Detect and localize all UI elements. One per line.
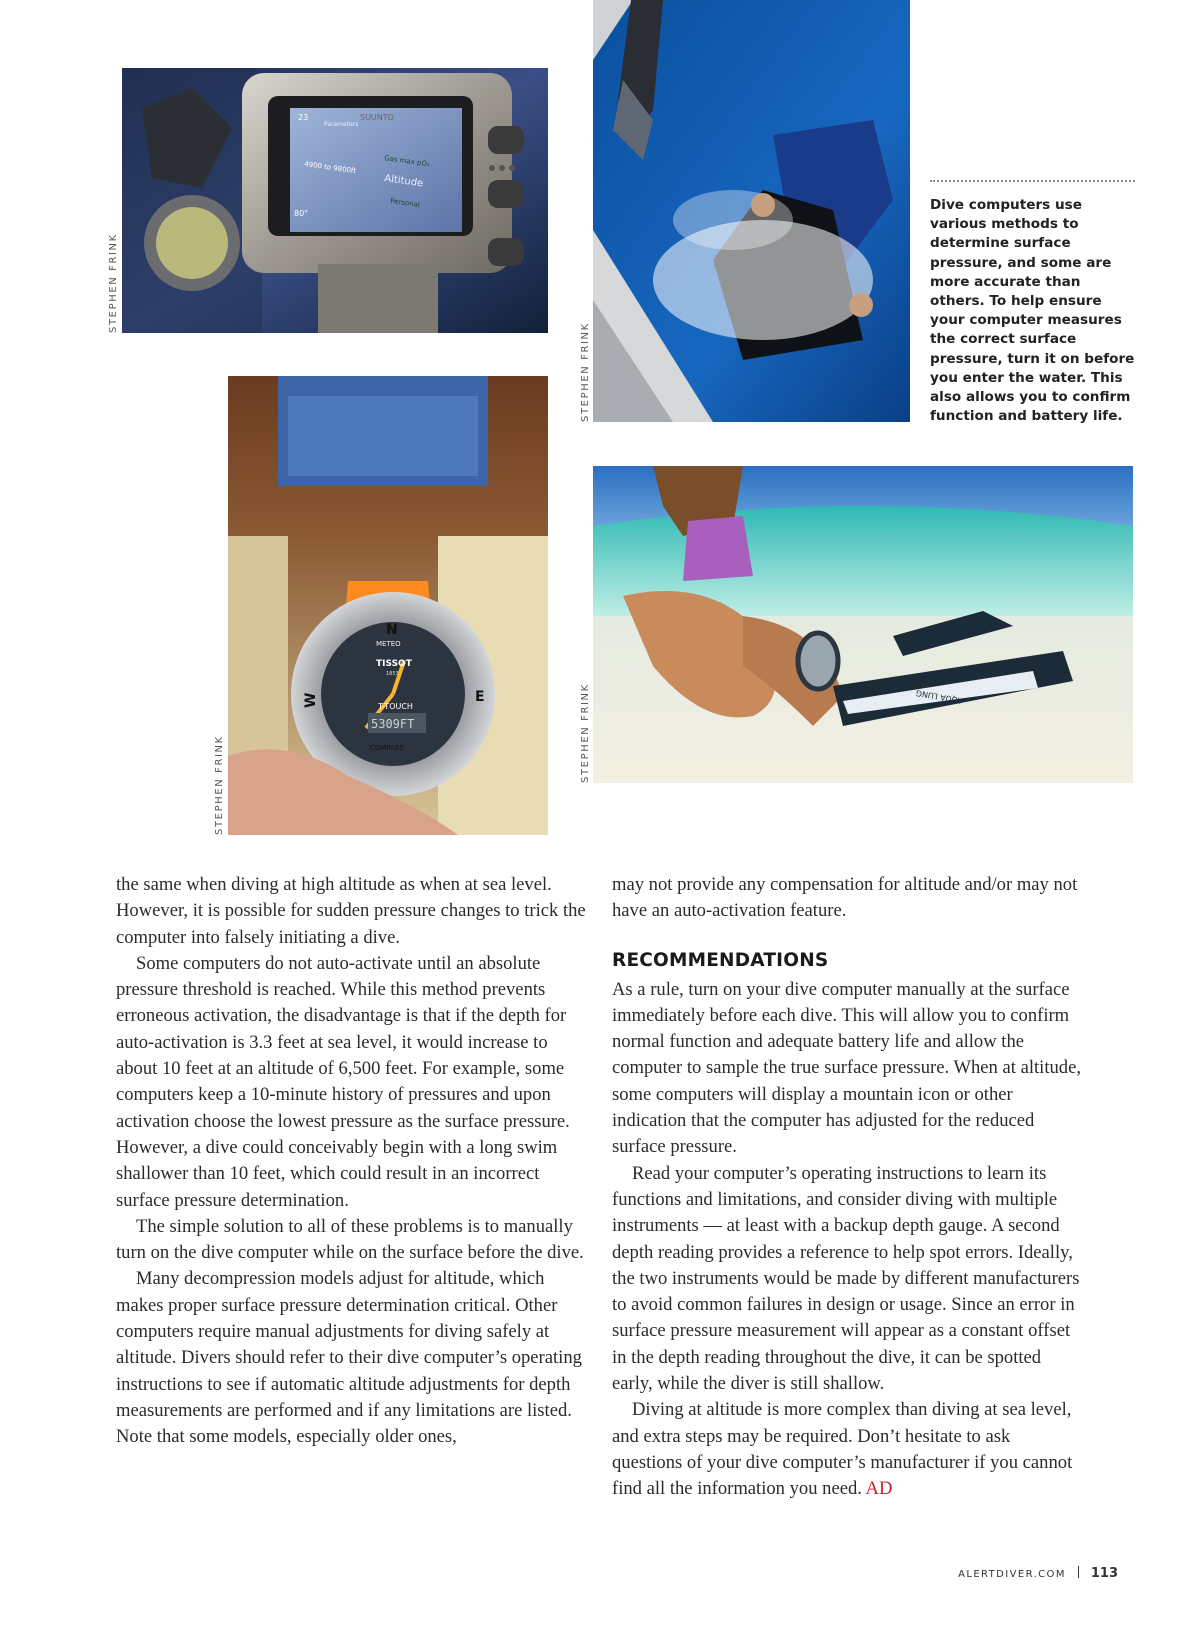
body-paragraph: Read your computer’s operating instructions to learn its functions and limitations, and consider diving with multiple instruments — at least with a backup depth gauge. A second depth reading provides a reference to help spot errors. Ideally, the two instruments would be made by different manufacturers to avoid common failures in design or usage. Since an error in surface pressure measurement will appear as a constant offset in the depth reading throughout the dive, it can be spotted early, while the diver is still shallow. [612,1162,1080,1395]
tissot-north: N [386,622,398,638]
photo-snorkeler [593,466,1133,783]
photo-caption: Dive computers use various methods to determine surface pressure, and some are more accurate than others. To help ensure your computer measures the correct surface pressure, turn it on before you enter the water. This also allows you to confirm function and battery life. [930,180,1135,426]
photo-suunto-dive-computer [122,68,548,333]
signoff-mark: AD [865,1478,893,1500]
tissot-compass: COMPASS [370,744,404,752]
fin-brand-text: AQUA LUNG [915,688,964,706]
section-heading: RECOMMENDATIONS [612,949,829,971]
photo-divers-entry [593,0,910,422]
last-paragraph-text: Diving at altitude is more complex than diving at sea level, and extra steps may be required. Don’t hesitate to ask questions of your dive computer’s manufacturer if you cannot find all the information you need. [612,1399,1073,1500]
tissot-display: 5309FT [371,717,415,731]
tissot-east: E [475,689,485,705]
photo-credit-suunto: STEPHEN FRINK [108,233,119,333]
page-footer [958,1562,1118,1581]
photo-credit-tissot: STEPHEN FRINK [214,735,225,835]
suunto-altitude-range: 4900 to 9800ft [303,160,357,176]
suunto-brand-text: SUUNTO [360,113,394,122]
photo-credit-divers-entry: STEPHEN FRINK [580,322,591,422]
suunto-menu-header: Parameters [324,121,359,128]
photo-tissot-watch [228,376,548,835]
footer-website: ALERTDIVER.COM [958,1569,1066,1580]
tissot-west: W [303,692,319,708]
tissot-year: 1853 [386,671,399,677]
body-paragraph: Some computers do not auto-activate until an absolute pressure threshold is reached. While this method prevents erroneous activation, the disadvantage is that if the depth for auto-activation is 3.3 feet at sea level, it would increase to about 10 feet at an altitude of 6,500 feet. For example, some computers keep a 10-minute history of pressures and upon activation choose the lowest pressure as the surface pressure. However, a dive could conceivably begin with a long swim shallower than 10 feet, which could result in an incorrect surface pressure determination. [116,952,570,1211]
body-paragraph: The simple solution to all of these problems is to manually turn on the dive computer while on the surface before the dive. [116,1215,584,1264]
tissot-meteo: METEO [376,640,401,648]
body-column-2 [612,872,1082,1503]
footer-divider [1078,1566,1079,1578]
body-paragraph: may not provide any compensation for altitude and/or may not have an auto-activation feature. [612,874,1078,922]
suunto-menu-item-3: Personal [389,197,421,210]
body-paragraph: Many decompression models adjust for altitude, which makes proper surface pressure determination critical. Other computers require manual adjustments for diving safely at altitude. Divers should refer to their dive computer’s operating instructions to see if automatic altitude adjustments for depth measurements are performed and if any limitations are listed. Note that some models, especially older ones, [116,1268,582,1448]
suunto-menu-item-1: Gas max pO₂ [383,154,431,169]
body-column-1 [116,872,586,1451]
suunto-temp-text: 80° [294,209,309,218]
suunto-menu-item-2: Altitude [383,173,424,190]
suunto-battery-text: 23 [298,113,309,122]
body-paragraph: As a rule, turn on your dive computer manually at the surface immediately before each dive. This will allow you to confirm normal function and adequate battery life and allow the computer to sample the true surface pressure. When at altitude, some computers will display a mountain icon or other indication that the computer has adjusted for the reduced surface pressure. [612,978,1081,1158]
body-paragraph: the same when diving at high altitude as when at sea level. However, it is possible for sudden pressure changes to trick the computer into falsely initiating a dive. [116,874,586,948]
page-number: 113 [1090,1566,1118,1581]
body-paragraph-last [612,1397,1082,1502]
photo-credit-snorkeler: STEPHEN FRINK [580,683,591,783]
tissot-brand: TISSOT [376,659,412,669]
tissot-touch: T-TOUCH [378,702,413,711]
